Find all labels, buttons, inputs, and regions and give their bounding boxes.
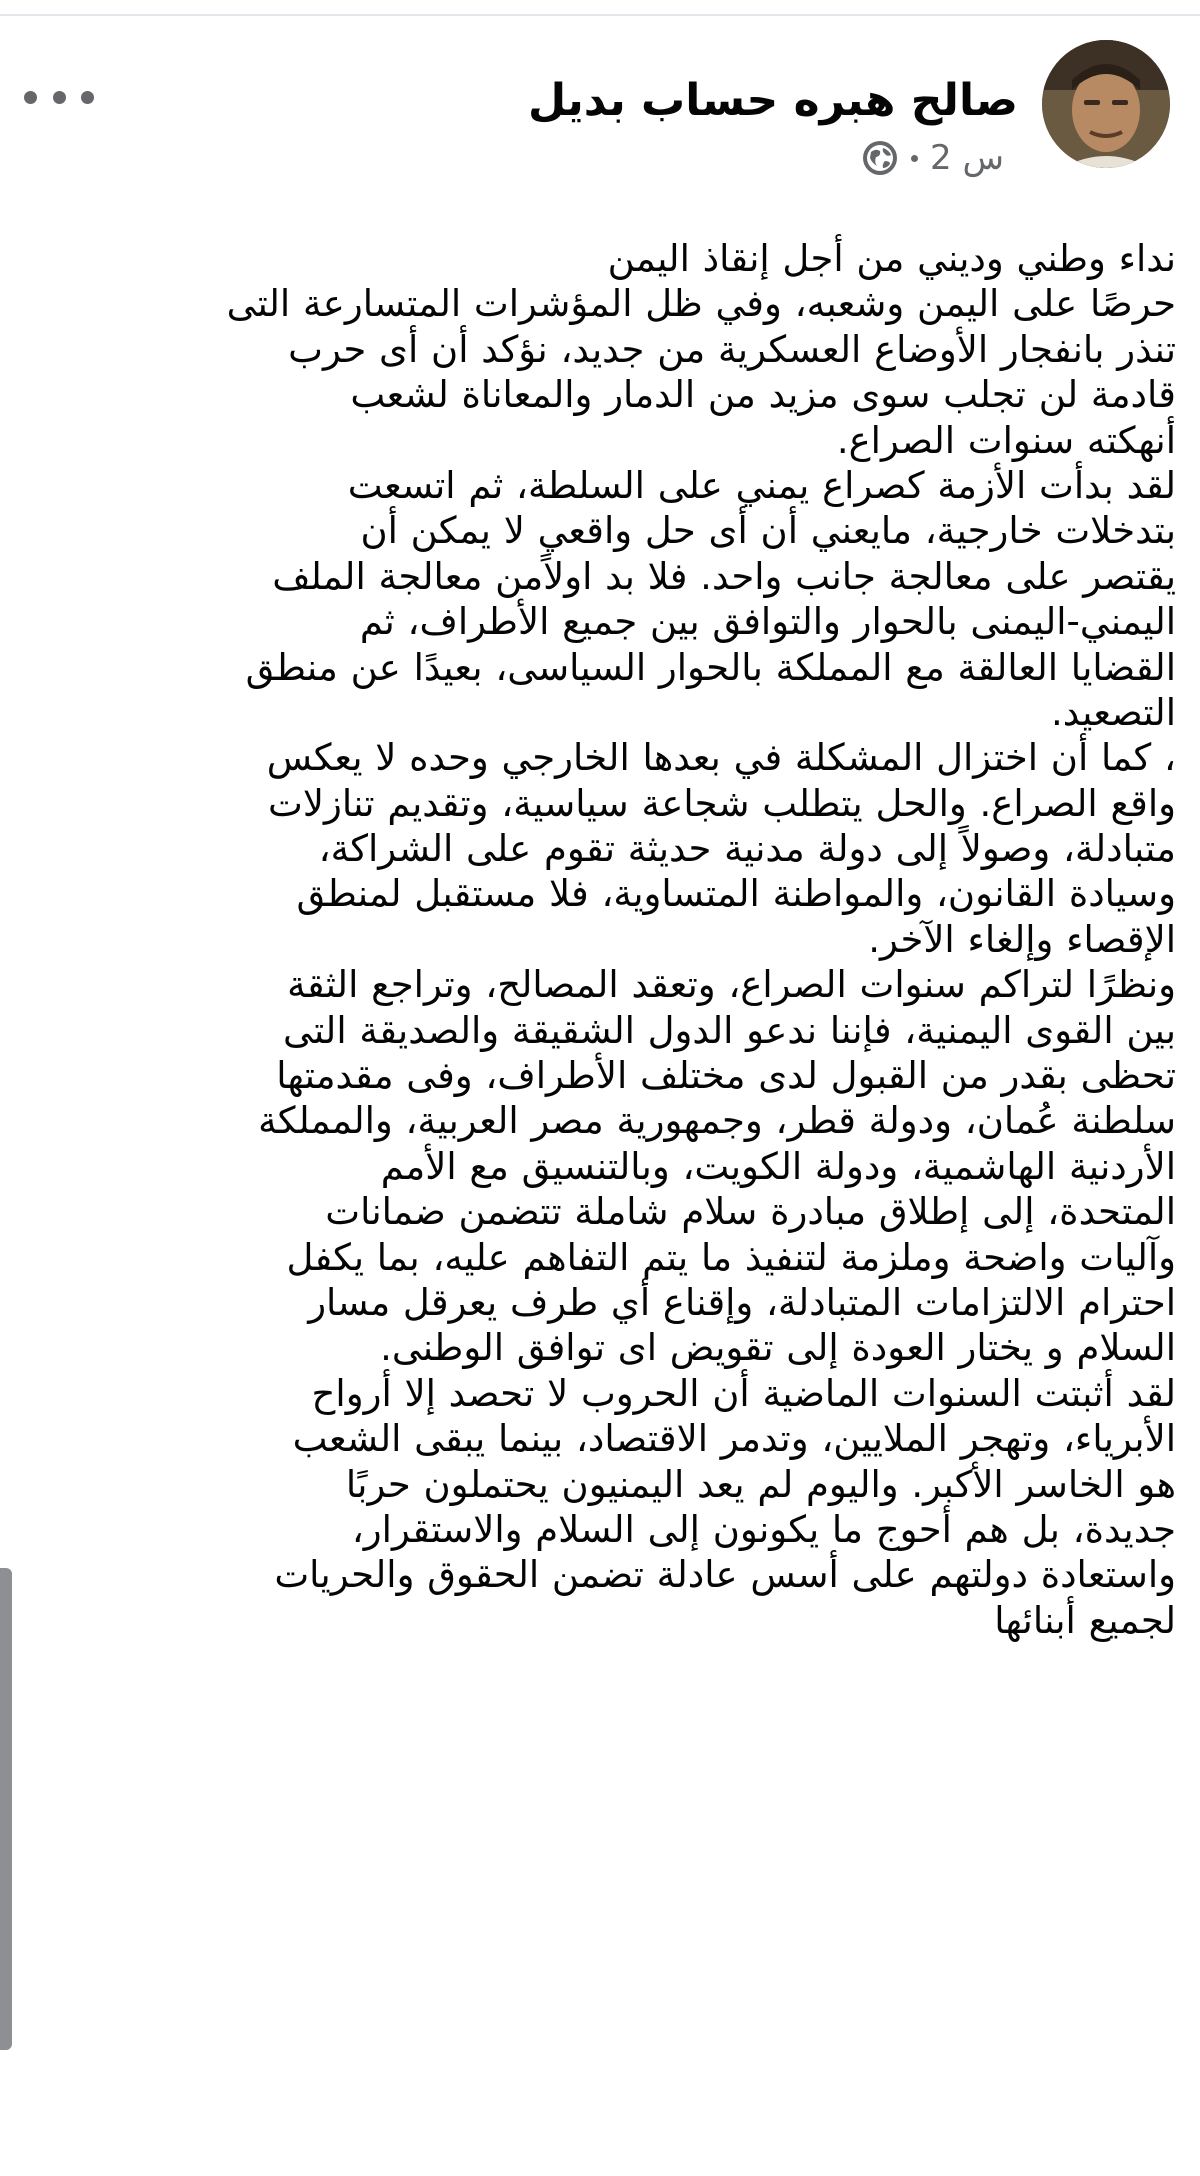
- post-text-line: ونظرًا لتراكم سنوات الصراع، وتعقد المصالح، وتراجع الثقة: [287, 963, 1176, 1007]
- post-text-line: بتدخلات خارجية، مايعني أن أى حل واقعي لا يمكن أن: [360, 509, 1176, 553]
- post-text-line: هو الخاسر الأكبر. واليوم لم يعد اليمنيون يحتملون حربًا: [345, 1462, 1176, 1506]
- post-text-line: ، كما أن اختزال المشكلة في بعدها الخارجي وحده لا يعكس: [266, 736, 1176, 780]
- post-text-line: واقع الصراع. والحل يتطلب شجاعة سياسية، وتقديم تنازلات: [268, 781, 1176, 825]
- post-text-line: حرصًا على اليمن وشعبه، وفي ظل المؤشرات المتسارعة التى: [226, 282, 1176, 326]
- post-text-line: قادمة لن تجلب سوى مزيد من الدمار والمعاناة لشعب: [350, 373, 1176, 417]
- more-options-dot: [53, 91, 66, 104]
- post-text-line: السلام و يختار العودة إلى تقويض اى توافق الوطنى.: [380, 1326, 1176, 1370]
- post-text-line: القضايا العالقة مع المملكة بالحوار السياسى، بعيدًا عن منطق: [245, 645, 1176, 689]
- globe-icon[interactable]: [861, 139, 899, 177]
- post-text-line: الأبرياء، وتهجر الملايين، وتدمر الاقتصاد، بينما يبقى الشعب: [292, 1417, 1176, 1461]
- post-text-line: وسيادة القانون، والمواطنة المتساوية، فلا مستقبل لمنطق: [296, 872, 1176, 916]
- post-meta: [861, 138, 1004, 178]
- post-text-line: المتحدة، إلى إطلاق مبادرة سلام شاملة تتضمن ضمانات: [325, 1190, 1176, 1234]
- separator-dot: [911, 155, 918, 162]
- post-text-line: لجميع أبنائها: [994, 1598, 1176, 1642]
- more-options-dot: [81, 91, 94, 104]
- more-options-icon: [24, 91, 37, 104]
- post-text-line: واستعادة دولتهم على أسس عادلة تضمن الحقوق والحريات: [274, 1553, 1176, 1597]
- post-text-line: نداء وطني وديني من أجل إنقاذ اليمن: [607, 237, 1176, 280]
- post-text-line: الأردنية الهاشمية، ودولة الكويت، وبالتنسيق مع الأمم: [380, 1144, 1176, 1188]
- scrollbar-handle[interactable]: [0, 1568, 12, 2050]
- post-text-line: أنهكته سنوات الصراع.: [836, 418, 1176, 462]
- post-text-line: لقد أثبتت السنوات الماضية أن الحروب لا تحصد إلا أرواح: [311, 1371, 1176, 1415]
- post-text-line: جديدة، بل هم أحوج ما يكونون إلى السلام والاستقرار،: [351, 1507, 1176, 1551]
- post-text-line: تنذر بانفجار الأوضاع العسكرية من جديد، نؤكد أن أى حرب: [288, 327, 1176, 371]
- post-text-line: اليمني-اليمنى بالحوار والتوافق بين جميع الأطراف، ثم: [359, 600, 1176, 644]
- post-text-line: لقد بدأت الأزمة كصراع يمني على السلطة، ثم اتسعت: [347, 463, 1176, 507]
- avatar-image: [1042, 40, 1170, 168]
- post-text-line: بين القوى اليمنية، فإننا ندعو الدول الشقيقة والصديقة التى: [283, 1008, 1176, 1052]
- top-divider: [0, 14, 1200, 16]
- post-text-line: متبادلة، وصولاً إلى دولة مدنية حديثة تقوم على الشراكة،: [318, 827, 1176, 871]
- author-name[interactable]: صالح هبره حساب بديل: [528, 75, 1018, 126]
- post-text-line: التصعيد.: [1050, 690, 1176, 734]
- post-time[interactable]: 2 س: [930, 138, 1004, 178]
- more-options-button[interactable]: [24, 80, 94, 114]
- post-text-line: احترام الالتزامات المتبادلة، وإقناع أي طرف يعرقل مسار: [308, 1280, 1176, 1324]
- post-text-line: وآليات واضحة وملزمة لتنفيذ ما يتم التفاهم عليه، بما يكفل: [286, 1235, 1176, 1279]
- post-text-line: الإقصاء وإلغاء الآخر.: [868, 917, 1176, 961]
- post-text-line: سلطنة عُمان، ودولة قطر، وجمهورية مصر العربية، والمملكة: [258, 1099, 1176, 1143]
- post-text-line: يقتصر على معالجة جانب واحد. فلا بد اولاًمن معالجة الملف: [272, 554, 1176, 598]
- post-text-line: تحظى بقدر من القبول لدى مختلف الأطراف، وفى مقدمتها: [276, 1054, 1176, 1098]
- avatar[interactable]: [1042, 40, 1170, 168]
- post-text: [26, 236, 1176, 1643]
